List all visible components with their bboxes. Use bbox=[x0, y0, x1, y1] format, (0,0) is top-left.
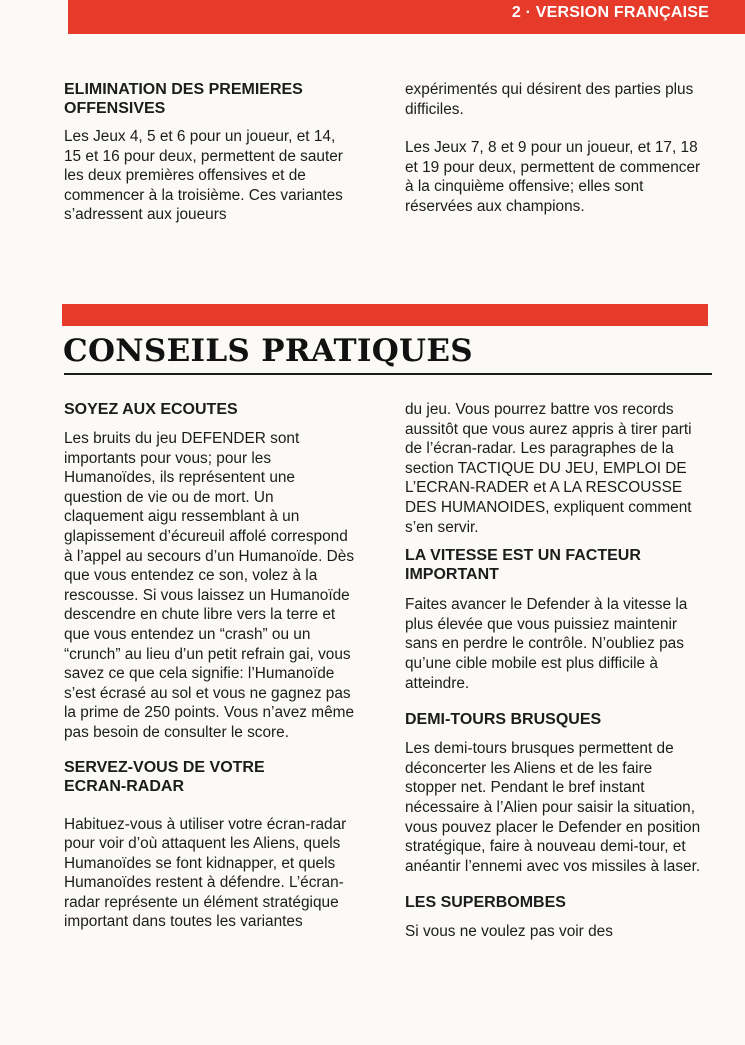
paragraph-vitesse: Faites avancer le Defender à la vitesse la plus élevée que vous puissiez maintenir sans en perdre le contrôle. N’oubliez pas qu’une cible mobile est plus difficile à atteindre. bbox=[405, 596, 688, 692]
heading-vitesse: LA VITESSE EST UN FACTEUR IMPORTANT bbox=[405, 547, 641, 584]
section-band bbox=[62, 304, 708, 326]
paragraph-experts: expérimentés qui désirent des parties plus difficiles. bbox=[405, 81, 694, 118]
left-column bbox=[64, 400, 364, 932]
heading-demi-tours: DEMI-TOURS BRUSQUES bbox=[405, 711, 602, 729]
paragraph-elimination: Les Jeux 4, 5 et 6 pour un joueur, et 14, 15 et 16 pour deux, permettent de sauter les deux premières offensives et de commencer à la troisième. Ces variantes s’adressent aux joueurs bbox=[64, 128, 343, 224]
section-label: 2 · VERSION FRANÇAISE bbox=[511, 4, 709, 21]
paragraph-radar: Habituez-vous à utiliser votre écran-radar pour voir d’où attaquent les Aliens, quels Humanoïdes se font kidnapper, et quels Humanoïdes restent à défendre. L’écran-radar représente un élément stratégique important dans toutes les variantes bbox=[64, 815, 347, 931]
right-column bbox=[405, 400, 705, 942]
paragraph-champions: Les Jeux 7, 8 et 9 pour un joueur, et 17, 18 et 19 pour deux, permettent de commencer à la cinquième offensive; elles sont réservées aux champions. bbox=[405, 139, 701, 215]
top-left-column bbox=[64, 80, 364, 225]
heading-superbombes: LES SUPERBOMBES bbox=[405, 894, 566, 912]
top-right-column bbox=[405, 80, 705, 217]
title-rule bbox=[64, 373, 712, 375]
heading-ecoutes: SOYEZ AUX ECOUTES bbox=[64, 401, 238, 418]
heading-elimination: ELIMINATION DES PREMIERES OFFENSIVES bbox=[64, 81, 303, 117]
paragraph-ecoutes: Les bruits du jeu DEFENDER sont importants pour vous; pour les Humanoïdes, ils représentent une question de vie ou de mort. Un claquement aigu ressemblant à un glapissement d’écureuil affolé correspond à l’appel au secours d’un Humanoïde. Dès que vous entendez ce son, volez à la rescousse. Si vous laissez un Humanoïde descendre en chute libre vers la terre et que vous entendez un “crash” ou un “crunch” au lieu d’un petit refrain gai, vous savez ce que cela signifie: l’Humanoïde s’est écrasé au sol et vous ne gagnez pas la prime de 250 points. Vous n’avez même pas besoin de consulter le score. bbox=[64, 430, 355, 741]
section-title: CONSEILS PRATIQUES bbox=[63, 333, 473, 369]
heading-radar: SERVEZ-VOUS DE VOTRE ECRAN-RADAR bbox=[64, 758, 265, 795]
paragraph-superbombes: Si vous ne voulez pas voir des bbox=[405, 923, 613, 941]
paragraph-radar-continued: du jeu. Vous pourrez battre vos records aussitôt que vous aurez appris à tirer parti de l’écran-radar. Les paragraphes de la section TACTIQUE DU JEU, EMPLOI DE L’ECRAN-RADER et A LA RESCOUSSE DES HUMANOIDES, expliquent comment s’en servir. bbox=[405, 401, 692, 536]
header-band bbox=[68, 0, 745, 34]
paragraph-demi-tours: Les demi-tours brusques permettent de déconcerter les Aliens et de les faire stopper net. Pendant le bref instant nécessaire à l’Alien pour saisir la situation, vous pouvez placer le Defender en position stratégique, faire à nouveau demi-tour, et anéantir l’ennemi avec vos missiles à laser. bbox=[405, 740, 701, 875]
